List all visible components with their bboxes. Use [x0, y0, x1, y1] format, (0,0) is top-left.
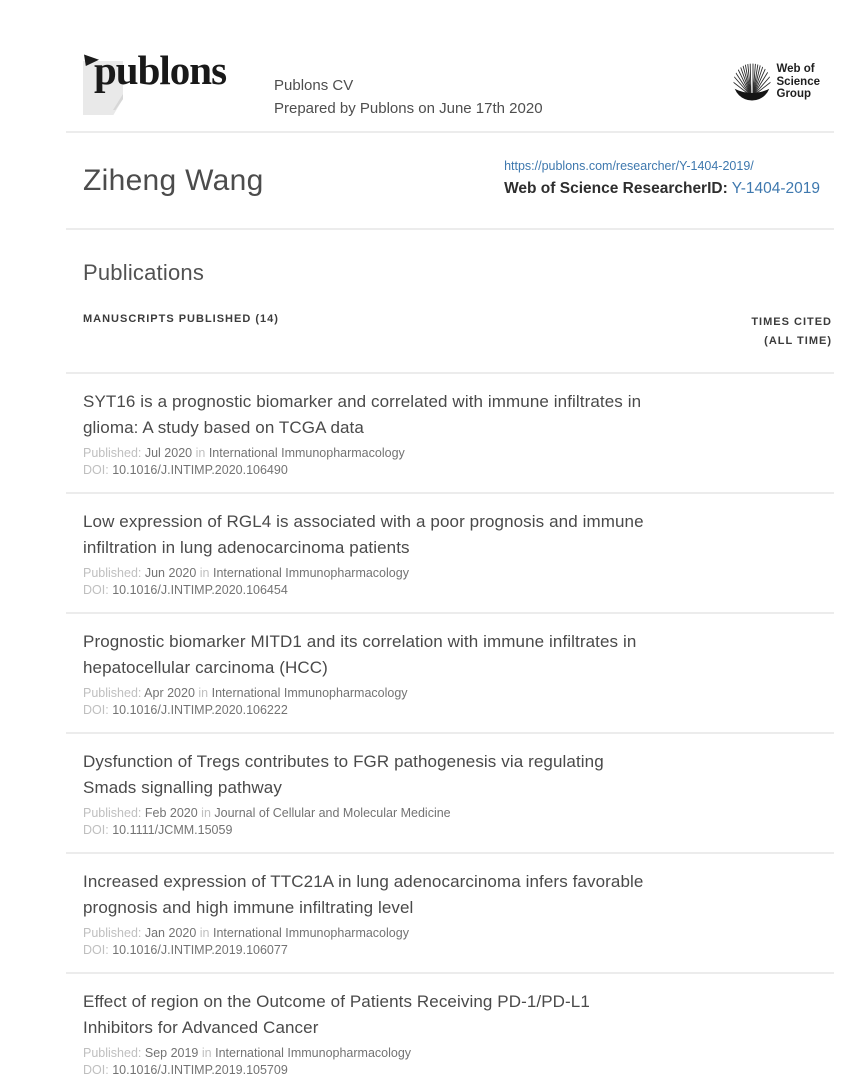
publons-wordmark: publons — [94, 47, 227, 93]
published-label: Published: — [83, 566, 142, 580]
cv-info — [274, 56, 732, 120]
publication-date: Feb 2020 — [144, 806, 198, 820]
publication-doi: 10.1016/J.INTIMP.2020.106490 — [112, 463, 288, 477]
publication-doi: 10.1016/J.INTIMP.2019.106077 — [112, 943, 288, 957]
doi-label: DOI: — [83, 583, 109, 597]
in-label: in — [199, 566, 210, 580]
publication-row — [66, 492, 834, 612]
wos-globe-icon — [732, 62, 772, 102]
researcher-id-line — [504, 180, 820, 198]
publication-doi-line — [83, 822, 834, 839]
published-label: Published: — [83, 1046, 142, 1060]
publication-date: Apr 2020 — [144, 686, 195, 700]
publication-row — [66, 972, 834, 1092]
publication-row — [66, 852, 834, 972]
publication-title: SYT16 is a prognostic biomarker and correlated with immune infiltrates in glioma: A study based on TCGA data — [83, 392, 642, 437]
publication-published-line — [83, 685, 834, 702]
published-label: Published: — [83, 806, 142, 820]
profile-url-link[interactable]: https://publons.com/researcher/Y-1404-2019/ — [504, 159, 754, 173]
published-label: Published: — [83, 686, 142, 700]
header — [66, 0, 834, 133]
publications-section-title: Publications — [83, 260, 205, 285]
manuscripts-published-label: MANUSCRIPTS PUBLISHED (14) — [83, 313, 279, 325]
wos-logo-text: Web of Science Group — [776, 63, 820, 101]
publication-published-line — [83, 805, 834, 822]
publication-doi: 10.1111/JCMM.15059 — [112, 823, 233, 837]
researcher-identity-section — [66, 133, 834, 230]
published-label: Published: — [83, 446, 142, 460]
publication-journal: International Immunopharmacology — [213, 926, 409, 940]
in-label: in — [201, 806, 211, 820]
researcher-id-link[interactable]: Y-1404-2019 — [731, 180, 820, 197]
publication-published-line — [83, 1045, 834, 1062]
publication-title: Increased expression of TTC21A in lung adenocarcinoma infers favorable prognosis and high immune infiltrating level — [83, 872, 644, 917]
publication-doi-line — [83, 582, 834, 599]
doi-label: DOI: — [83, 463, 109, 477]
publication-title: Effect of region on the Outcome of Patients Receiving PD-1/PD-L1 Inhibitors for Advanced Cancer — [83, 992, 590, 1037]
doi-label: DOI: — [83, 703, 109, 717]
publication-doi-line — [83, 702, 834, 719]
publication-doi: 10.1016/J.INTIMP.2020.106222 — [112, 703, 288, 717]
researcher-id-label: Web of Science ResearcherID: — [504, 180, 728, 197]
publication-date: Sep 2019 — [144, 1046, 199, 1060]
publication-row — [66, 372, 834, 492]
publication-journal: International Immunopharmacology — [215, 1046, 412, 1060]
publication-doi-line — [83, 1062, 834, 1079]
publication-doi-line — [83, 942, 834, 959]
cv-title: Publons CV — [274, 77, 354, 94]
publications-list-header — [66, 313, 834, 351]
publication-doi-line — [83, 462, 834, 479]
in-label: in — [195, 446, 206, 460]
web-of-science-group-logo — [732, 56, 820, 102]
researcher-name: Ziheng Wang — [83, 163, 264, 197]
publication-date: Jan 2020 — [144, 926, 197, 940]
publication-title: Prognostic biomarker MITD1 and its correlation with immune infiltrates in hepatocellular carcinoma (HCC) — [83, 632, 637, 677]
publication-date: Jul 2020 — [144, 446, 193, 460]
publication-date: Jun 2020 — [144, 566, 197, 580]
in-label: in — [201, 1046, 212, 1060]
publication-published-line — [83, 565, 834, 582]
publication-doi: 10.1016/J.INTIMP.2019.105709 — [112, 1063, 288, 1077]
published-label: Published: — [83, 926, 142, 940]
publication-title: Dysfunction of Tregs contributes to FGR pathogenesis via regulating Smads signalling pathway — [83, 752, 604, 797]
researcher-id-block — [504, 159, 820, 202]
publication-row — [66, 732, 834, 852]
publication-row — [66, 612, 834, 732]
publication-doi: 10.1016/J.INTIMP.2020.106454 — [112, 583, 288, 597]
publication-journal: International Immunopharmacology — [208, 446, 405, 460]
publons-logo — [83, 47, 251, 120]
doi-label: DOI: — [83, 1063, 109, 1077]
publication-journal: International Immunopharmacology — [211, 686, 408, 700]
in-label: in — [199, 926, 210, 940]
publication-journal: International Immunopharmacology — [213, 566, 409, 580]
in-label: in — [198, 686, 209, 700]
cv-prepared-date: Prepared by Publons on June 17th 2020 — [274, 100, 543, 117]
publication-list — [66, 372, 834, 1092]
publication-journal: Journal of Cellular and Molecular Medicine — [214, 806, 451, 820]
doi-label: DOI: — [83, 943, 109, 957]
publication-title: Low expression of RGL4 is associated with a poor prognosis and immune infiltration in lung adenocarcinoma patients — [83, 512, 644, 557]
publication-published-line — [83, 925, 834, 942]
publication-published-line — [83, 445, 834, 462]
times-cited-header: TIMES CITED (ALL TIME) — [751, 316, 832, 347]
doi-label: DOI: — [83, 823, 109, 837]
